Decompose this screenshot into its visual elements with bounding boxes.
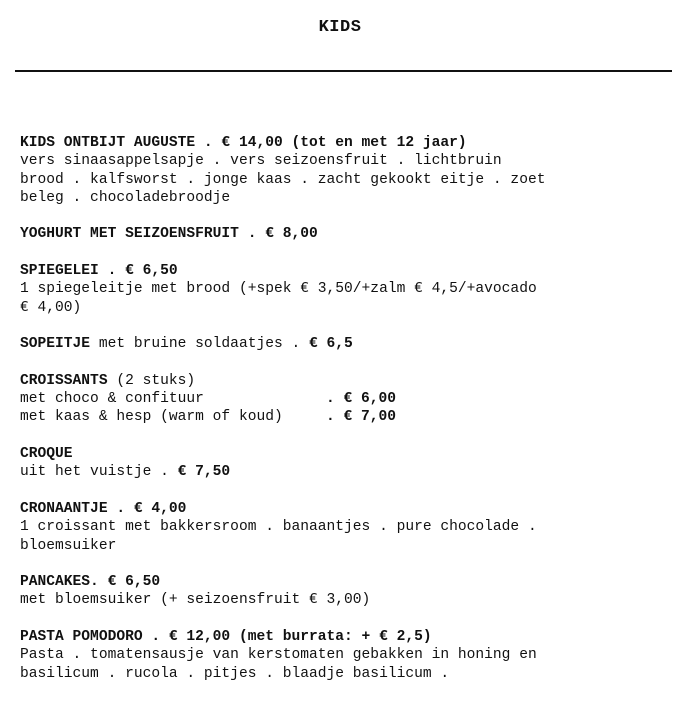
menu-item-cronaantje: [20, 500, 660, 555]
item-description: basilicum . rucola . pitjes . blaadje basilicum .: [20, 665, 450, 682]
item-description: uit het vuistje .: [20, 464, 178, 481]
option-price: . € 6,00: [326, 391, 397, 408]
item-price: € 7,50: [177, 464, 231, 481]
item-price: € 6,5: [309, 336, 353, 353]
item-description: Pasta . tomatensausje van kerstomaten gebakken in honing en: [20, 647, 537, 664]
item-heading: SPIEGELEI . € 6,50: [20, 263, 178, 280]
page-title: KIDS: [318, 18, 362, 37]
menu-item-pancakes: [20, 573, 660, 610]
item-description: 1 spiegeleitje met brood (+spek € 3,50/+zalm € 4,5/+avocado: [20, 281, 537, 298]
item-description: € 4,00): [20, 299, 82, 316]
item-heading: KIDS ONTBIJT AUGUSTE . € 14,00 (tot en met 12 jaar): [20, 135, 467, 151]
item-heading: PASTA POMODORO . € 12,00 (met burrata: + € 2,5): [20, 629, 432, 646]
item-heading: PANCAKES. € 6,50: [20, 574, 161, 591]
item-description: 1 croissant met bakkersroom . banaantjes . pure chocolade .: [20, 519, 537, 536]
item-description: vers sinaasappelsapje . vers seizoensfruit . lichtbruin: [20, 153, 502, 170]
item-description: met bruine soldaatjes .: [90, 336, 310, 353]
item-name: SOPEITJE: [20, 336, 91, 353]
item-heading: CROQUE: [20, 446, 73, 463]
menu-item-kids-ontbijt: [20, 134, 660, 207]
menu-item-croque: [20, 445, 660, 482]
menu-item-spiegelei: [20, 262, 660, 317]
item-name: CROISSANTS: [20, 372, 108, 389]
option-price: . € 7,00: [326, 409, 397, 426]
item-description: brood . kalfsworst . jonge kaas . zacht gekookt eitje . zoet: [20, 171, 546, 188]
option-label: met choco & confituur: [20, 391, 204, 408]
menu-item-croissants: [20, 372, 660, 427]
item-description: beleg . chocoladebroodje: [20, 189, 231, 206]
menu-item-yoghurt: [20, 225, 660, 243]
item-heading: YOGHURT MET SEIZOENSFRUIT . € 8,00: [20, 226, 318, 243]
menu-list: [20, 134, 660, 701]
menu-item-sopeitje: [20, 335, 660, 353]
option-label: met kaas & hesp (warm of koud): [20, 409, 283, 426]
item-description: met bloemsuiker (+ seizoensfruit € 3,00): [20, 592, 371, 609]
title-divider: [15, 70, 672, 72]
item-heading: CRONAANTJE . € 4,00: [20, 500, 187, 517]
item-note: (2 stuks): [107, 372, 196, 389]
menu-item-pasta-pomodoro: [20, 628, 660, 683]
item-description: bloemsuiker: [20, 537, 117, 554]
